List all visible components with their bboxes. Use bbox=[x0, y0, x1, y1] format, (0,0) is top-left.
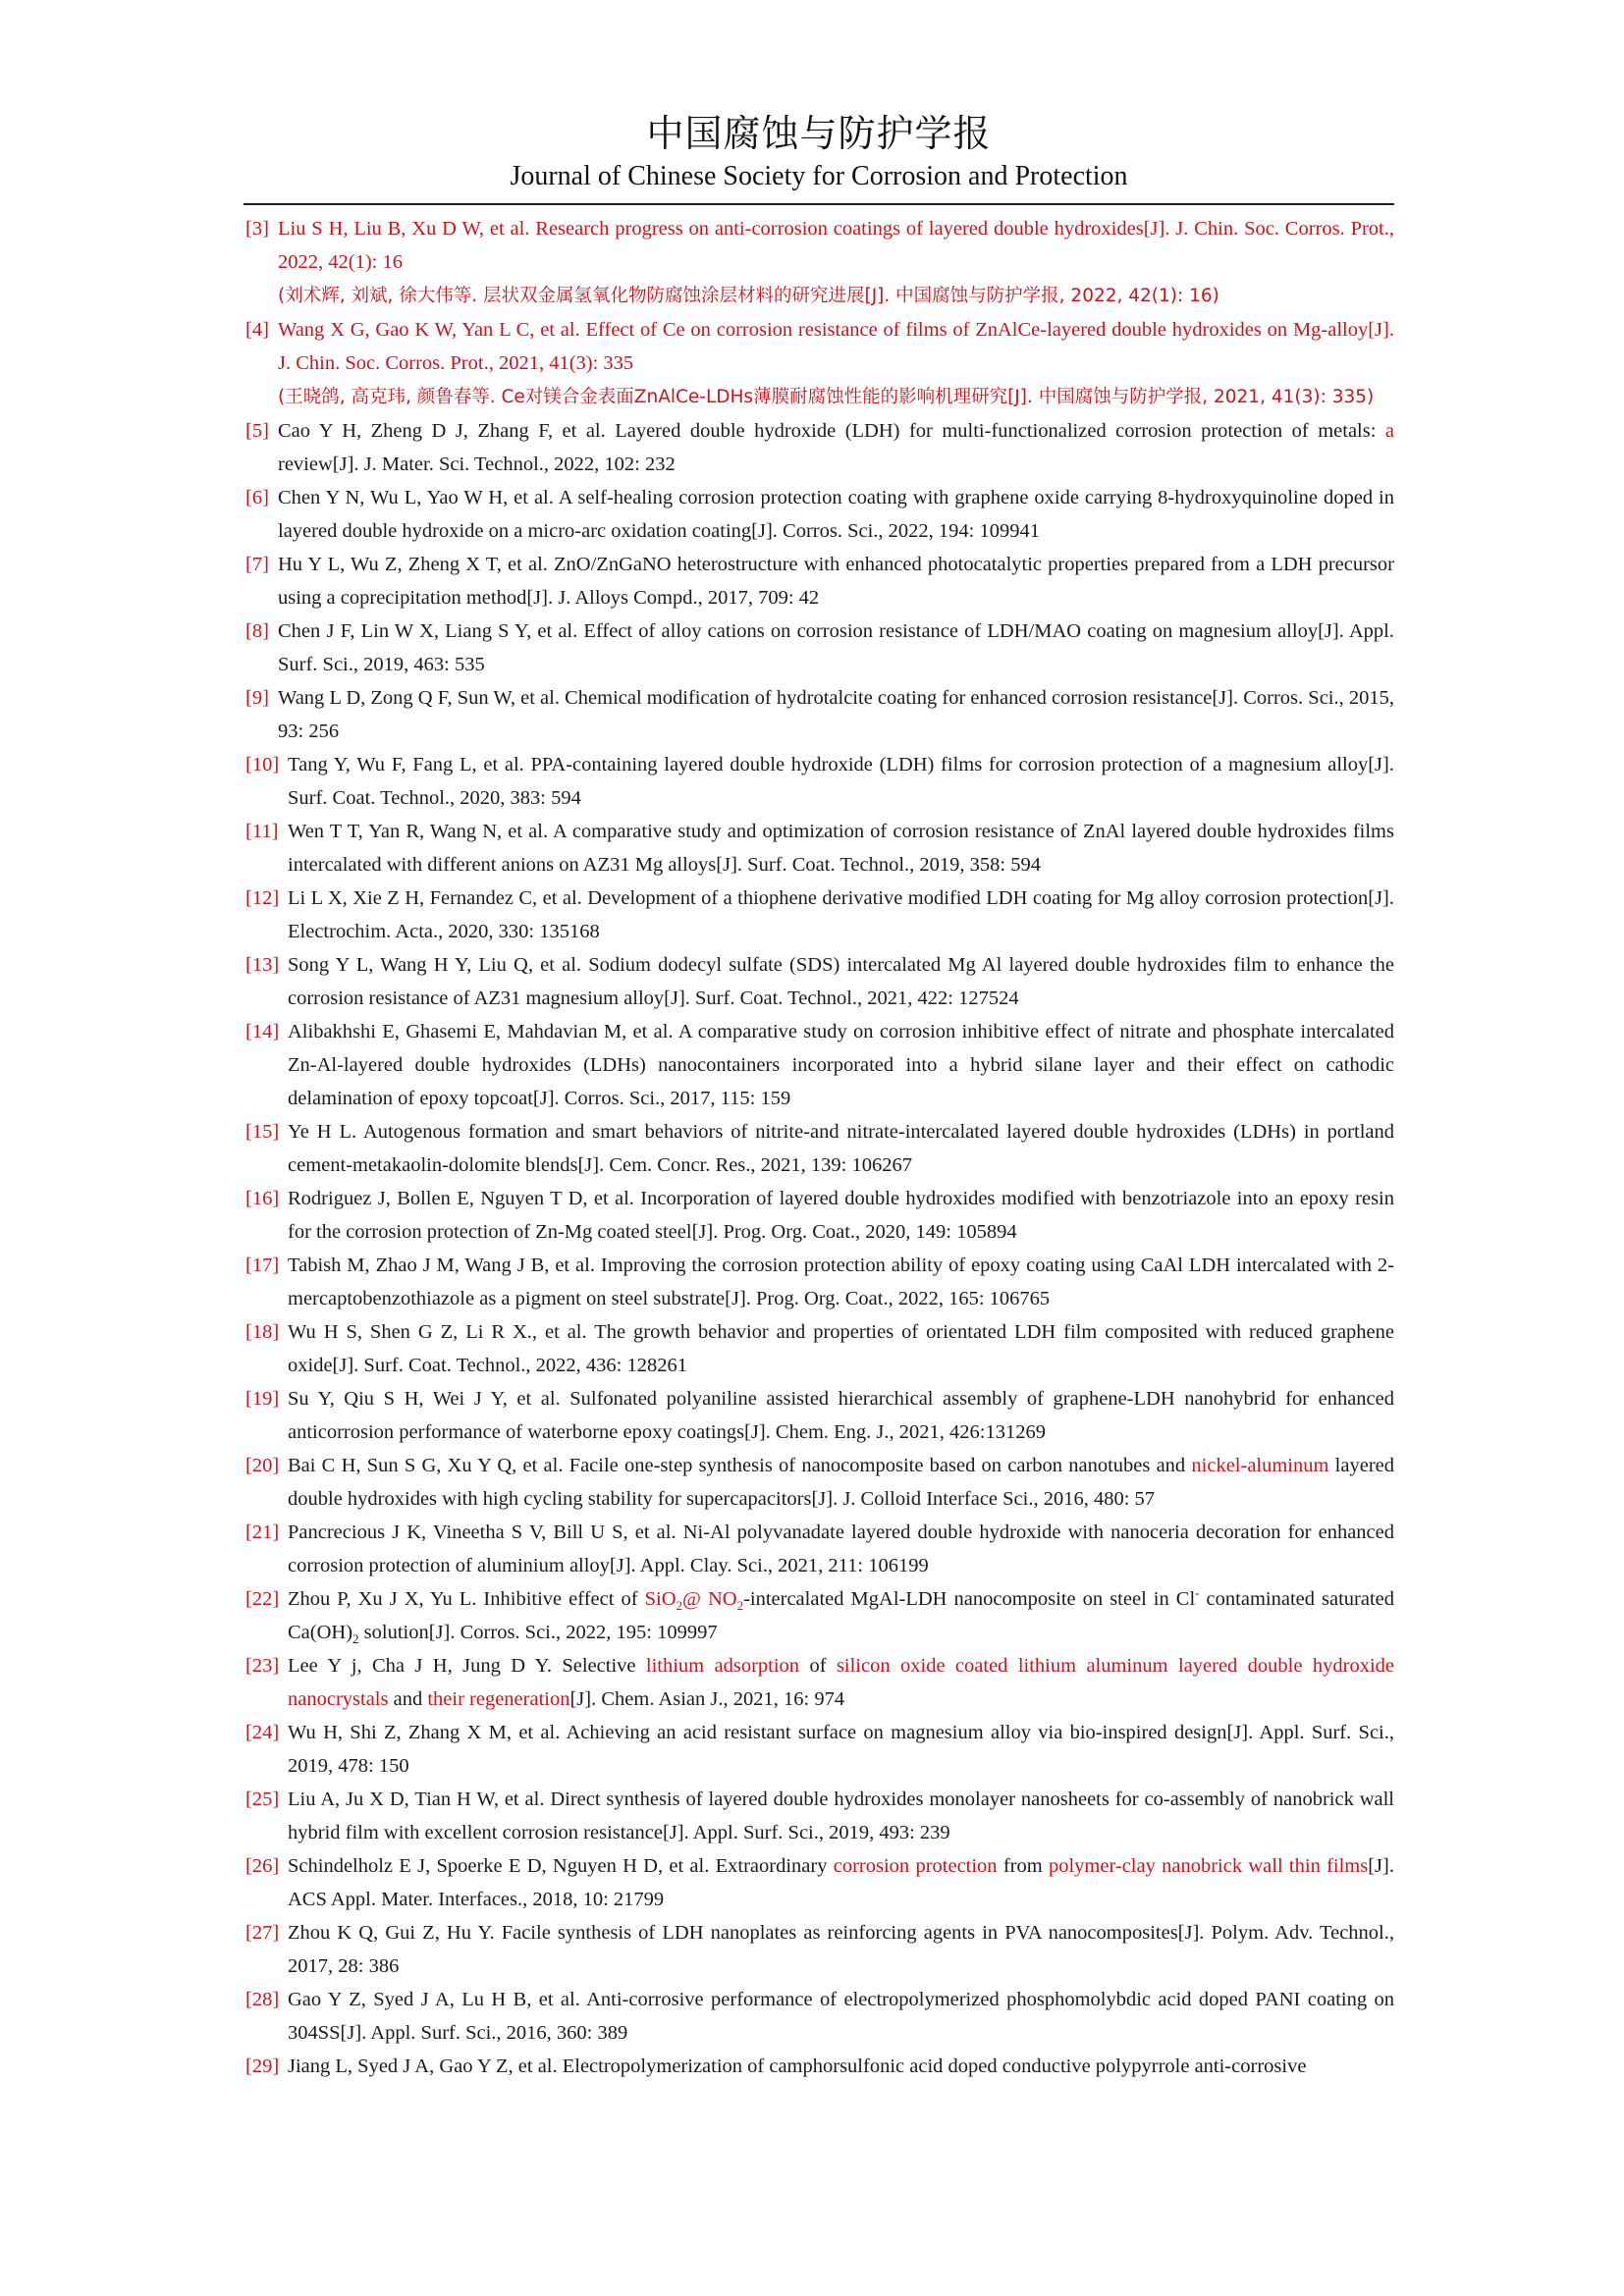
reference-5 bbox=[245, 414, 1394, 481]
reference-7 bbox=[245, 548, 1394, 614]
reference-text: Cao Y H, Zheng D J, Zhang F, et al. Layered double hydroxide (LDH) for multi-functionalized corrosion protection of metals: bbox=[278, 420, 1385, 442]
reference-10 bbox=[245, 748, 1394, 815]
reference-number: [4] bbox=[245, 319, 269, 341]
journal-title-en: Journal of Chinese Society for Corrosion and Protection bbox=[510, 161, 1128, 191]
reference-text: Liu S H, Liu B, Xu D W, et al. Research progress on anti-corrosion coatings of layered double hydroxides[J]. J. Chin. Soc. Corros. Prot., 2022, 42(1): 16 bbox=[278, 218, 1394, 273]
reference-number: [20] bbox=[245, 1455, 280, 1476]
reference-27 bbox=[245, 1916, 1394, 1983]
reference-number: [6] bbox=[245, 487, 269, 508]
reference-6 bbox=[245, 481, 1394, 548]
reference-number: [10] bbox=[245, 754, 280, 775]
reference-number: [13] bbox=[245, 954, 280, 976]
reference-number: [22] bbox=[245, 1588, 280, 1610]
reference-highlight: their regeneration bbox=[427, 1688, 570, 1710]
reference-text: Lee Y j, Cha J H, Jung D Y. Selective bbox=[288, 1655, 646, 1677]
reference-28 bbox=[245, 1983, 1394, 2050]
reference-highlight: a bbox=[1384, 420, 1394, 442]
reference-number: [28] bbox=[245, 1989, 280, 2010]
formula-text: SiO bbox=[644, 1588, 677, 1610]
reference-highlight: lithium adsorption bbox=[645, 1655, 800, 1677]
reference-text: Pancrecious J K, Vineetha S V, Bill U S, et al. Ni-Al polyvanadate layered double hydroxide with nanoceria decoration for enhanced corrosion protection of aluminium alloy[J]. Appl. Clay. Sci., 2021, 211: 106199 bbox=[288, 1522, 1394, 1576]
reference-list bbox=[245, 212, 1394, 2083]
reference-26 bbox=[245, 1849, 1394, 1916]
reference-highlight: nickel-aluminum bbox=[1191, 1455, 1329, 1476]
formula-superscript: - bbox=[1195, 1585, 1200, 1601]
reference-text: Ye H L. Autogenous formation and smart behaviors of nitrite-and nitrate-intercalated layered double hydroxides (LDHs) in portland cement-metakaolin-dolomite blends[J]. Cem. Concr. Res., 2021, 139: 106267 bbox=[288, 1121, 1394, 1176]
reference-text: Song Y L, Wang H Y, Liu Q, et al. Sodium dodecyl sulfate (SDS) intercalated Mg Al layered double hydroxides film to enhance the corrosion resistance of AZ31 magnesium alloy[J]. Surf. Coat. Technol., 2021, 422: 127524 bbox=[288, 954, 1394, 1009]
reference-text: Gao Y Z, Syed J A, Lu H B, et al. Anti-corrosive performance of electropolymerized phosphomolybdic acid doped PANI coating on 304SS[J]. Appl. Surf. Sci., 2016, 360: 389 bbox=[288, 1989, 1394, 2044]
reference-highlight: corrosion protection bbox=[833, 1855, 998, 1877]
reference-3-cn bbox=[245, 279, 1394, 313]
reference-number: [11] bbox=[245, 821, 279, 842]
reference-text: Zhou P, Xu J X, Yu L. Inhibitive effect of bbox=[288, 1588, 645, 1610]
reference-text: Tang Y, Wu F, Fang L, et al. PPA-containing layered double hydroxide (LDH) films for corrosion protection of a magnesium alloy[J]. Surf. Coat. Technol., 2020, 383: 594 bbox=[288, 754, 1394, 809]
reference-text: Schindelholz E J, Spoerke E D, Nguyen H D, et al. Extraordinary bbox=[288, 1855, 834, 1877]
reference-text: Jiang L, Syed J A, Gao Y Z, et al. Electropolymerization of camphorsulfonic acid doped conductive polypyrrole anti-corrosive bbox=[288, 2056, 1307, 2077]
reference-text: Wang X G, Gao K W, Yan L C, et al. Effect of Ce on corrosion resistance of films of ZnAlCe-layered double hydroxides on Mg-alloy[J]. J. Chin. Soc. Corros. Prot., 2021, 41(3): 335 bbox=[278, 319, 1394, 374]
reference-29 bbox=[245, 2050, 1394, 2083]
reference-text: Wu H S, Shen G Z, Li R X., et al. The growth behavior and properties of orientated LDH film composited with reduced graphene oxide[J]. Surf. Coat. Technol., 2022, 436: 128261 bbox=[288, 1321, 1394, 1376]
reference-25 bbox=[245, 1783, 1394, 1849]
header-rule bbox=[244, 203, 1394, 205]
reference-number: [27] bbox=[245, 1922, 280, 1944]
reference-text: layered double hydroxides with high cycling stability for supercapacitors[J]. J. Colloid Interface Sci., 2016, 480: 57 bbox=[288, 1455, 1394, 1510]
reference-9 bbox=[245, 681, 1394, 748]
reference-22 bbox=[245, 1582, 1394, 1649]
reference-text: Chen Y N, Wu L, Yao W H, et al. A self-healing corrosion protection coating with graphene oxide carrying 8-hydroxyquinoline doped in layered double hydroxide on a micro-arc oxidation coating[J]. Corros. Sci., 2022, 194: 109941 bbox=[278, 487, 1394, 542]
formula-subscript: 2 bbox=[676, 1598, 683, 1614]
formula-text: @ NO bbox=[682, 1588, 737, 1610]
reference-23 bbox=[245, 1649, 1394, 1716]
reference-13 bbox=[245, 948, 1394, 1015]
reference-16 bbox=[245, 1182, 1394, 1249]
reference-18 bbox=[245, 1315, 1394, 1382]
reference-highlight bbox=[644, 1588, 744, 1614]
reference-text: Hu Y L, Wu Z, Zheng X T, et al. ZnO/ZnGaNO heterostructure with enhanced photocatalytic properties prepared from a LDH precursor using a coprecipitation method[J]. J. Alloys Compd., 2017, 709: 42 bbox=[278, 554, 1394, 609]
reference-text: Wang L D, Zong Q F, Sun W, et al. Chemical modification of hydrotalcite coating for enhanced corrosion resistance[J]. Corros. Sci., 2015, 93: 256 bbox=[278, 687, 1394, 742]
reference-text: contaminated saturated Ca(OH) bbox=[288, 1588, 1395, 1643]
reference-21 bbox=[245, 1516, 1394, 1582]
reference-number: [8] bbox=[245, 620, 269, 642]
reference-text-cn: (王晓鸽, 高克玮, 颜鲁春等. Ce对镁合金表面ZnAlCe-LDHs薄膜耐腐蚀性能的影响机理研究[J]. 中国腐蚀与防护学报, 2021, 41(3): 335) bbox=[278, 387, 1375, 407]
reference-4-cn bbox=[245, 380, 1394, 414]
journal-header bbox=[244, 110, 1394, 194]
reference-14 bbox=[245, 1015, 1394, 1115]
reference-text: [J]. ACS Appl. Mater. Interfaces., 2018, 10: 21799 bbox=[288, 1855, 1394, 1910]
reference-text: Alibakhshi E, Ghasemi E, Mahdavian M, et al. A comparative study on corrosion inhibitive effect of nitrate and phosphate intercalated Zn-Al-layered double hydroxides (LDHs) nanocontainers incorporated into a hybrid silane layer and their effect on cathodic delamination of epoxy topcoat[J]. Corros. Sci., 2017, 115: 159 bbox=[288, 1021, 1394, 1109]
reference-number: [16] bbox=[245, 1188, 280, 1209]
reference-number: [5] bbox=[245, 420, 269, 442]
reference-4 bbox=[245, 313, 1394, 380]
reference-text: of bbox=[799, 1655, 837, 1677]
reference-number: [12] bbox=[245, 887, 280, 909]
reference-19 bbox=[245, 1382, 1394, 1449]
reference-text: -intercalated MgAl-LDH nanocomposite on steel in Cl bbox=[743, 1588, 1196, 1610]
reference-text: Rodriguez J, Bollen E, Nguyen T D, et al. Incorporation of layered double hydroxides modified with benzotriazole into an epoxy resin for the corrosion protection of Zn-Mg coated steel[J]. Prog. Org. Coat., 2020, 149: 105894 bbox=[288, 1188, 1394, 1243]
reference-number: [25] bbox=[245, 1789, 280, 1810]
journal-title-cn: 中国腐蚀与防护学报 bbox=[646, 112, 992, 155]
reference-number: [23] bbox=[245, 1655, 280, 1677]
reference-text: Wen T T, Yan R, Wang N, et al. A comparative study and optimization of corrosion resistance of ZnAl layered double hydroxides films intercalated with different anions on AZ31 Mg alloys[J]. Surf. Coat. Technol., 2019, 358: 594 bbox=[288, 821, 1394, 876]
reference-number: [24] bbox=[245, 1722, 280, 1743]
reference-number: [18] bbox=[245, 1321, 280, 1343]
reference-text: and bbox=[388, 1688, 428, 1710]
reference-8 bbox=[245, 614, 1394, 681]
reference-number: [9] bbox=[245, 687, 269, 709]
reference-number: [3] bbox=[245, 218, 269, 240]
reference-number: [14] bbox=[245, 1021, 280, 1042]
formula-subscript: 2 bbox=[736, 1598, 744, 1614]
reference-3 bbox=[245, 212, 1394, 279]
reference-number: [17] bbox=[245, 1255, 280, 1276]
reference-text: from bbox=[997, 1855, 1049, 1877]
reference-text: Bai C H, Sun S G, Xu Y Q, et al. Facile one-step synthesis of nanocomposite based on carbon nanotubes and bbox=[288, 1455, 1192, 1476]
reference-number: [29] bbox=[245, 2056, 280, 2077]
reference-highlight: silicon oxide coated lithium aluminum layered double hydroxide nanocrystals bbox=[288, 1655, 1394, 1710]
reference-text: solution[J]. Corros. Sci., 2022, 195: 109997 bbox=[358, 1622, 718, 1643]
reference-number: [26] bbox=[245, 1855, 280, 1877]
reference-number: [7] bbox=[245, 554, 269, 575]
reference-text: Zhou K Q, Gui Z, Hu Y. Facile synthesis of LDH nanoplates as reinforcing agents in PVA nanocomposites[J]. Polym. Adv. Technol., 2017, 28: 386 bbox=[288, 1922, 1394, 1977]
reference-20 bbox=[245, 1449, 1394, 1516]
reference-text: Su Y, Qiu S H, Wei J Y, et al. Sulfonated polyaniline assisted hierarchical assembly of graphene-LDH nanohybrid for enhanced anticorrosion performance of waterborne epoxy coatings[J]. Chem. Eng. J., 2021, 426:131269 bbox=[288, 1388, 1394, 1443]
reference-24 bbox=[245, 1716, 1394, 1783]
reference-12 bbox=[245, 881, 1394, 948]
reference-text: review[J]. J. Mater. Sci. Technol., 2022, 102: 232 bbox=[278, 454, 676, 475]
reference-number: [15] bbox=[245, 1121, 280, 1143]
formula-subscript: 2 bbox=[352, 1631, 359, 1647]
reference-number: [21] bbox=[245, 1522, 280, 1543]
reference-number: [19] bbox=[245, 1388, 280, 1410]
reference-highlight: polymer-clay nanobrick wall thin films bbox=[1048, 1855, 1369, 1877]
reference-17 bbox=[245, 1249, 1394, 1315]
reference-text: [J]. Chem. Asian J., 2021, 16: 974 bbox=[569, 1688, 845, 1710]
reference-text: Chen J F, Lin W X, Liang S Y, et al. Effect of alloy cations on corrosion resistance of LDH/MAO coating on magnesium alloy[J]. Appl. Surf. Sci., 2019, 463: 535 bbox=[278, 620, 1394, 675]
reference-text: Tabish M, Zhao J M, Wang J B, et al. Improving the corrosion protection ability of epoxy coating using CaAl LDH intercalated with 2-mercaptobenzothiazole as a pigment on steel substrate[J]. Prog. Org. Coat., 2022, 165: 106765 bbox=[288, 1255, 1394, 1309]
reference-15 bbox=[245, 1115, 1394, 1182]
reference-text: Wu H, Shi Z, Zhang X M, et al. Achieving an acid resistant surface on magnesium alloy via bio-inspired design[J]. Appl. Surf. Sci., 2019, 478: 150 bbox=[288, 1722, 1394, 1777]
reference-text: Liu A, Ju X D, Tian H W, et al. Direct synthesis of layered double hydroxides monolayer nanosheets for co-assembly of nanobrick wall hybrid film with excellent corrosion resistance[J]. Appl. Surf. Sci., 2019, 493: 239 bbox=[288, 1789, 1394, 1843]
reference-11 bbox=[245, 815, 1394, 881]
reference-text: Li L X, Xie Z H, Fernandez C, et al. Development of a thiophene derivative modified LDH coating for Mg alloy corrosion protection[J]. Electrochim. Acta., 2020, 330: 135168 bbox=[288, 887, 1394, 942]
reference-text-cn: (刘术辉, 刘斌, 徐大伟等. 层状双金属氢氧化物防腐蚀涂层材料的研究进展[J]. 中国腐蚀与防护学报, 2022, 42(1): 16) bbox=[278, 286, 1219, 306]
